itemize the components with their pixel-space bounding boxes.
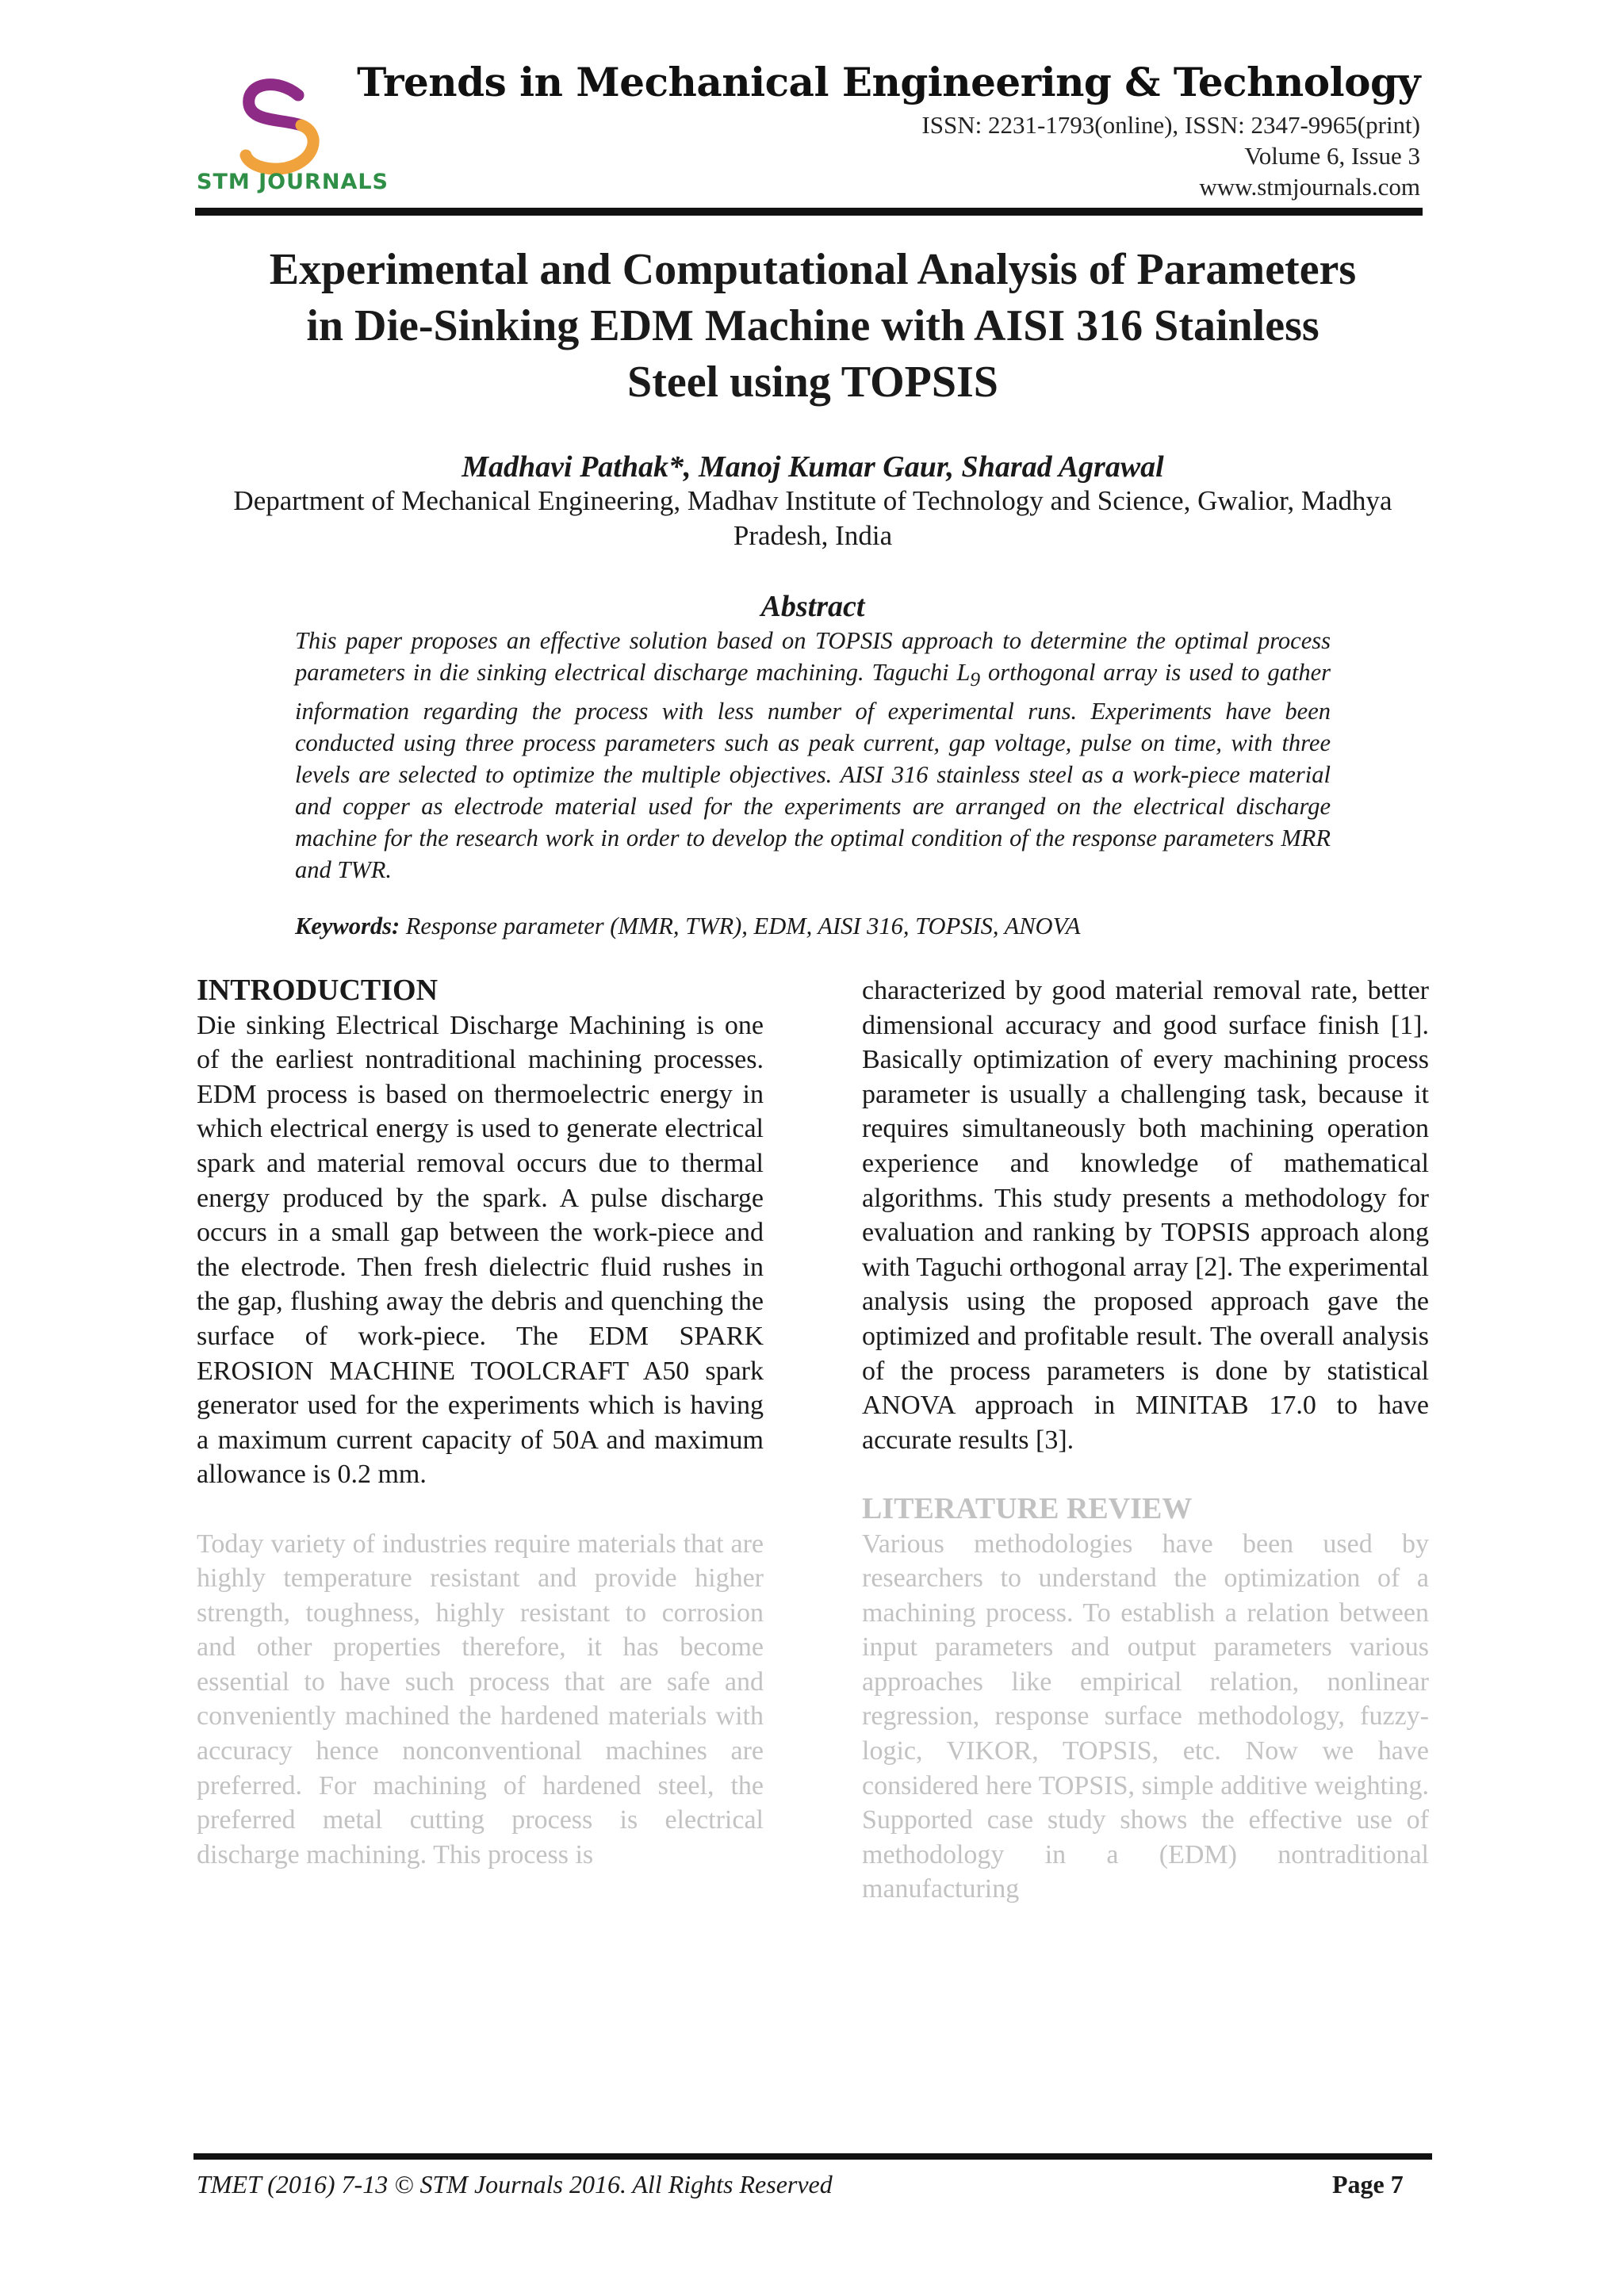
literature-review-paragraph-faded: Various methodologies have been used by researchers to understand the optimization of a machining process. To establish a relation between input parameters and output parameters various approaches like empirical relation, nonlinear regression, response surface methodology, fuzzy-logic, VIKOR, TOPSIS, etc. Now we have considered here TOPSIS, simple additive weighting. Supported case study shows the effective use of methodology in a (EDM) nontraditional manufacturing: [862, 1529, 1429, 1904]
abstract-text-part: orthogonal array is used to gather information regarding the process with less number of experimental runs. Experiments have been conducted using three process parameters such as peak current, gap voltage, pulse on time, with three levels are selected to optimize the multiple objectives. AISI 316 stainless steel as a work-piece material and copper as electrode material used for the experiments are arranged on the electrical discharge machine for the research work in order to develop the optimal condition of the response parameters MRR and TWR.: [295, 659, 1331, 884]
keywords: [295, 910, 1331, 942]
footer-citation: TMET (2016) 7-13 © STM Journals 2016. All Rights Reserved: [197, 2170, 833, 2198]
keywords-label: Keywords:: [295, 913, 400, 939]
introduction-paragraph: Die sinking Electrical Discharge Machining is one of the earliest nontraditional machining processes. EDM process is based on thermoelectric energy in which electrical energy is used to generate electrical spark and material removal occurs due to thermal energy produced by the spark. A pulse discharge occurs in a small gap between the work-piece and the electrode. Then fresh dielectric fluid rushes in the gap, flushing away the debris and quenching the surface of work-piece. The EDM SPARK EROSION MACHINE TOOLCRAFT A50 spark generator used for the experiments which is having a maximum current capacity of 50A and maximum allowance is 0.2 mm.: [197, 1010, 764, 1490]
abstract-heading: Abstract: [760, 590, 865, 623]
keywords-list: Response parameter (MMR, TWR), EDM, AISI 316, TOPSIS, ANOVA: [405, 913, 1081, 939]
abstract-subscript: 9: [970, 668, 981, 691]
article-title-line: in Die-Sinking EDM Machine with AISI 316 Stainless: [306, 301, 1320, 350]
stm-journals-logo: [197, 73, 389, 200]
footer-divider: [193, 2153, 1432, 2160]
authors: Madhavi Pathak*, Manoj Kumar Gaur, Sharad Agrawal: [462, 450, 1164, 484]
logo-text: STM JOURNALS: [197, 170, 389, 194]
literature-review-heading: LITERATURE REVIEW: [862, 1491, 1193, 1525]
volume-issue: Volume 6, Issue 3: [1244, 142, 1420, 170]
journal-title: Trends in Mechanical Engineering & Technology: [357, 59, 1420, 105]
header-divider: [195, 208, 1423, 216]
journal-website: www.stmjournals.com: [1199, 173, 1420, 201]
article-title-line: Steel using TOPSIS: [627, 358, 998, 407]
affiliation: Department of Mechanical Engineering, Madhav Institute of Technology and Science, Gwalior, Madhya Pradesh, India: [233, 485, 1392, 551]
introduction-paragraph-continued: characterized by good material removal rate, better dimensional accuracy and good surface finish [1]. Basically optimization of every machining process parameter is usually a challenging task, because it requires simultaneously both machining operation experience and knowledge of mathematical algorithms. This study presents a methodology for evaluation and ranking by TOPSIS approach along with Taguchi orthogonal array [2]. The experimental analysis using the proposed approach gave the optimized and profitable result. The overall analysis of the process parameters is done by statistical ANOVA approach in MINITAB 17.0 to have accurate results [3].: [862, 976, 1429, 1455]
issn-line: ISSN: 2231-1793(online), ISSN: 2347-9965(print): [921, 111, 1420, 139]
introduction-paragraph-faded: Today variety of industries require materials that are highly temperature resistant and provide higher strength, toughness, highly resistant to corrosion and other properties therefore, it has become essential to have such process that are safe and conveniently machined the hardened materials with accuracy hence nonconventional machines are preferred. For machining of hardened steel, the preferred metal cutting process is electrical discharge machining. This process is: [197, 1529, 764, 1869]
abstract-text-part: This paper proposes an effective solution based on TOPSIS approach to determine the optimal process parameters in die sinking electrical discharge machining. Taguchi L: [295, 627, 1331, 686]
page-number: Page 7: [1332, 2170, 1404, 2198]
right-column: [862, 974, 1429, 1907]
introduction-heading: INTRODUCTION: [197, 974, 439, 1007]
abstract-text: [295, 625, 1331, 886]
article-title-line: Experimental and Computational Analysis of Parameters: [269, 245, 1357, 294]
left-column: [197, 974, 764, 1872]
article-title: [182, 242, 1443, 411]
